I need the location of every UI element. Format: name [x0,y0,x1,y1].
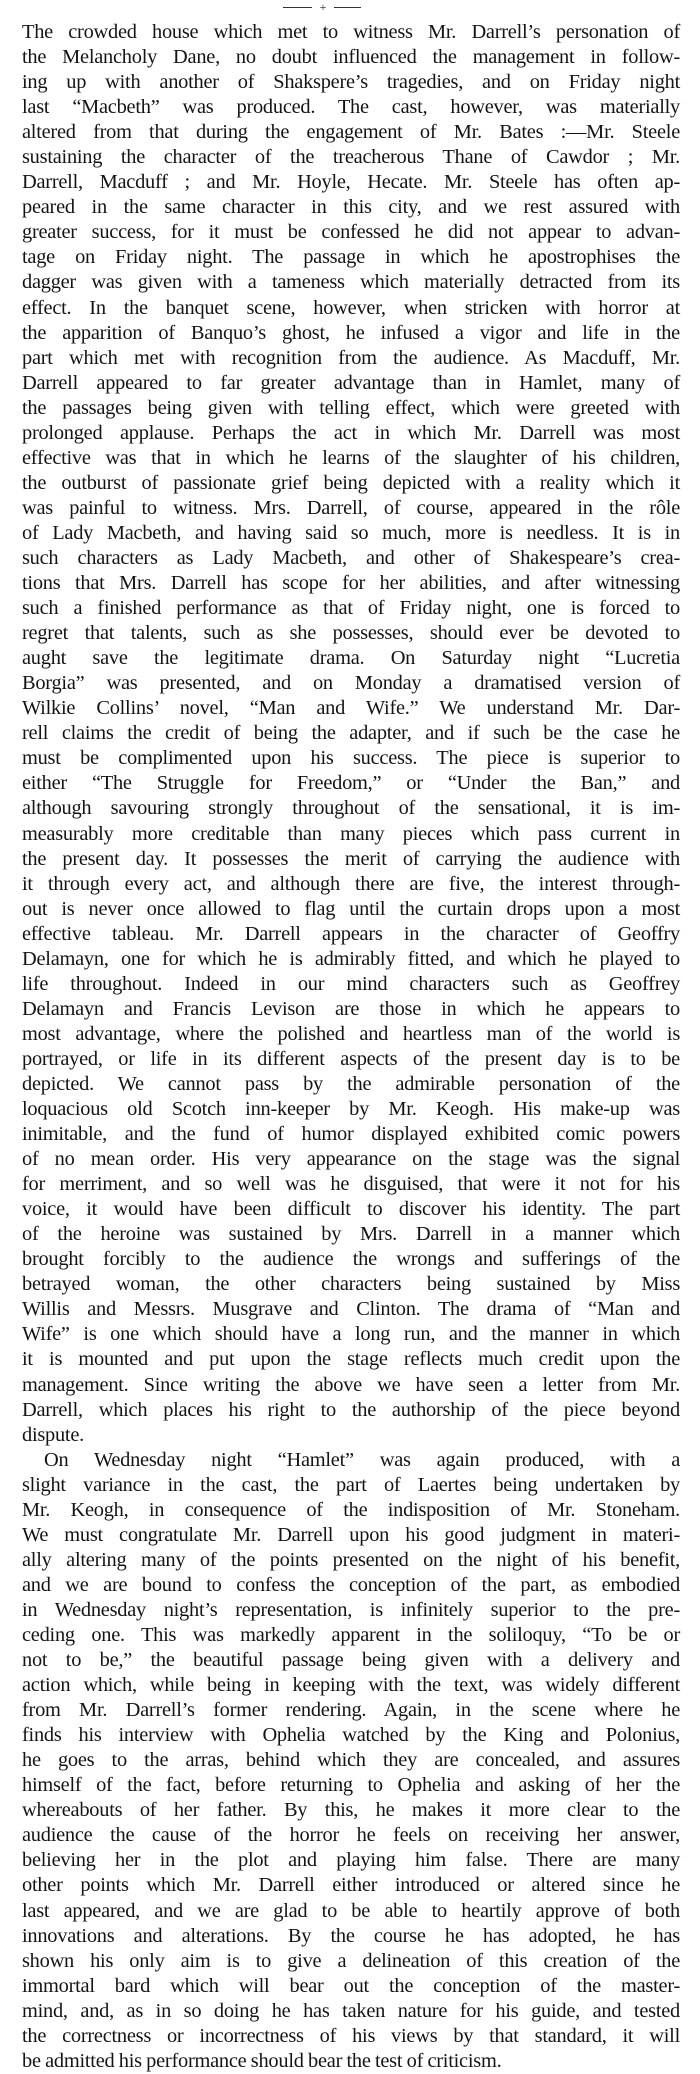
article-line: although savouring strongly throughout of the sensational, it is im- [22,797,680,820]
article-line: On Wednesday night “Hamlet” was again produced, with a [44,1448,680,1471]
article-line: Delamayn, one for which he is admirably fitted, and which he played to [22,947,680,970]
article-line: life throughout. Indeed in our mind characters such as Geoffrey [22,972,680,995]
article-line: for merriment, and so well was he disguised, that were it not for his [22,1173,680,1196]
article-line: Mr. Keogh, in consequence of the indisposition of Mr. Stoneham. [22,1498,680,1521]
article-line: not to be,” the beautiful passage being given with a delivery and [22,1649,680,1672]
article-line: ally altering many of the points presented on the night of his benefit, [22,1548,680,1571]
article-line: last “Macbeth” was produced. The cast, however, was materially [22,96,680,119]
article-line: in Wednesday night’s representation, is infinitely superior to the pre- [22,1598,680,1621]
article-line: of no mean order. His very appearance on the stage was the signal [22,1148,680,1171]
article-line: aught save the legitimate drama. On Saturday night “Lucretia [22,647,680,670]
article-line: shown his only aim is to give a delineation of this creation of the [22,1949,680,1972]
article-line: it is mounted and put upon the stage reflects much credit upon the [22,1348,680,1371]
article-line: innovations and alterations. By the course he has adopted, he has [22,1924,680,1947]
article-line: brought forcibly to the audience the wrongs and sufferings of the [22,1248,680,1271]
article-line: Wife” is one which should have a long run, and the manner in which [22,1323,680,1346]
article-line: Borgia” was presented, and on Monday a dramatised version of [22,672,680,695]
article-line: and we are bound to confess the conception of the part, as embodied [22,1573,680,1596]
article-line: greater success, for it must be confessed he did not appear to advan- [22,221,680,244]
article-line: immortal bard which will bear out the conception of the master- [22,1974,680,1997]
article-line: tions that Mrs. Darrell has scope for her abilities, and after witnessing [22,572,680,595]
article-line: of the heroine was sustained by Mrs. Darrell in a manner which [22,1223,680,1246]
article-line: Darrell, Macduff ; and Mr. Hoyle, Hecate. Mr. Steele has often ap- [22,171,680,194]
article-line: measurably more creditable than many pieces which pass current in [22,822,680,845]
article-line: he goes to the arras, behind which they are concealed, and assures [22,1749,680,1772]
article-line: ceding one. This was markedly apparent in the soliloquy, “To be or [22,1624,680,1646]
article-line: last appeared, and we are glad to be able to heartily approve of both [22,1899,680,1922]
article-line: the outburst of passionate grief being depicted with a reality which it [22,471,680,494]
article-line: Darrell, which places his right to the authorship of the piece beyond [22,1398,680,1421]
article-line: rell claims the credit of being the adapter, and if such be the case he [22,722,680,745]
article-line: either “The Struggle for Freedom,” or “Under the Ban,” and [22,772,680,795]
article-line: altered from that during the engagement of Mr. Bates :—Mr. Steele [22,121,680,144]
article-line: part which met with recognition from the audience. As Macduff, Mr. [22,346,680,369]
article-line: portrayed, or life in its different aspects of the present day is to be [22,1047,680,1070]
article-line: betrayed woman, the other characters being sustained by Miss [22,1273,680,1296]
article-line: it through every act, and although there are five, the interest through- [22,872,680,895]
article-line: effective tableau. Mr. Darrell appears in the character of Geoffry [22,922,680,945]
article-line: effect. In the banquet scene, however, when stricken with horror at [22,296,680,319]
article-line: such a finished performance as that of Friday night, one is forced to [22,597,680,620]
article-line: management. Since writing the above we have seen a letter from Mr. [22,1373,680,1396]
article-line: dispute. [22,1423,84,1446]
article-line: ing up with another of Shakspere’s tragedies, and on Friday night [22,71,680,94]
article-line: depicted. We cannot pass by the admirable personation of the [22,1072,680,1095]
article-line: slight variance in the cast, the part of Laertes being undertaken by [22,1473,680,1496]
article-line: the apparition of Banquo’s ghost, he infused a vigor and life in the [22,321,680,344]
article-line: the passages being given with telling effect, which were greeted with [22,396,680,419]
article-line: tage on Friday night. The passage in which he apostrophises the [22,246,680,269]
article-line: Willis and Messrs. Musgrave and Clinton. The drama of “Man and [22,1298,680,1321]
article-line: loquacious old Scotch inn-keeper by Mr. Keogh. His make-up was [22,1098,680,1121]
article-line: finds his interview with Ophelia watched by the King and Polonius, [22,1724,680,1747]
article-line: sustaining the character of the treacherous Thane of Cawdor ; Mr. [22,146,680,169]
article-line: such characters as Lady Macbeth, and other of Shakespeare’s crea- [22,546,680,569]
article-line: The crowded house which met to witness Mr. Darrell’s personation of [22,21,680,43]
article-line: of Lady Macbeth, and having said so much, more is needless. It is in [22,521,680,544]
article-line: dagger was given with a tameness which materially detracted from its [22,271,680,294]
article-line: believing her in the plot and playing him false. There are many [22,1849,680,1872]
article-column [22,20,680,2072]
article-line: most advantage, where the polished and heartless man of the world is [22,1022,680,1045]
article-line: be admitted his performance should bear the test of criticism. [22,2049,502,2072]
article-line: whereabouts of her father. By this, he makes it more clear to the [22,1799,680,1822]
article-line: Wilkie Collins’ novel, “Man and Wife.” We understand Mr. Dar- [22,697,680,720]
article-line: regret that talents, such as she possesses, should ever be devoted to [22,622,680,645]
article-line: audience the cause of the horror he feels on receiving her answer, [22,1824,680,1847]
article-line: action which, while being in keeping with the text, was widely different [22,1674,680,1697]
article-line: the Melancholy Dane, no doubt influenced the management in follow- [22,46,680,69]
separator-ornament: + [312,0,334,14]
article-line: the correctness or incorrectness of his views by that standard, it will [22,2024,680,2047]
article-line: Darrell appeared to far greater advantage than in Hamlet, many of [22,371,680,394]
article-line: other points which Mr. Darrell either introduced or altered since he [22,1874,680,1897]
article-line: We must congratulate Mr. Darrell upon his good judgment in materi- [22,1523,680,1546]
article-line: voice, it would have been difficult to discover his identity. The part [22,1198,680,1221]
article-line: Delamayn and Francis Levison are those in which he appears to [22,997,680,1020]
article-line: from Mr. Darrell’s former rendering. Again, in the scene where he [22,1699,680,1722]
article-line: was painful to witness. Mrs. Darrell, of course, appeared in the rôle [22,496,680,519]
article-line: peared in the same character in this city, and we rest assured with [22,196,680,219]
article-line: out is never once allowed to flag until the curtain drops upon a most [22,897,680,920]
article-line: inimitable, and the fund of humor displayed exhibited comic powers [22,1123,680,1146]
article-line: effective was that in which he learns of the slaughter of his children, [22,446,680,469]
article-line: the present day. It possesses the merit of carrying the audience with [22,847,680,870]
article-line: prolonged applause. Perhaps the act in which Mr. Darrell was most [22,421,680,444]
article-line: himself of the fact, before returning to Ophelia and asking of her the [22,1774,680,1797]
article-line: mind, and, as in so doing he has taken nature for his guide, and tested [22,1999,680,2022]
article-line: must be complimented upon his success. The piece is superior to [22,747,680,770]
